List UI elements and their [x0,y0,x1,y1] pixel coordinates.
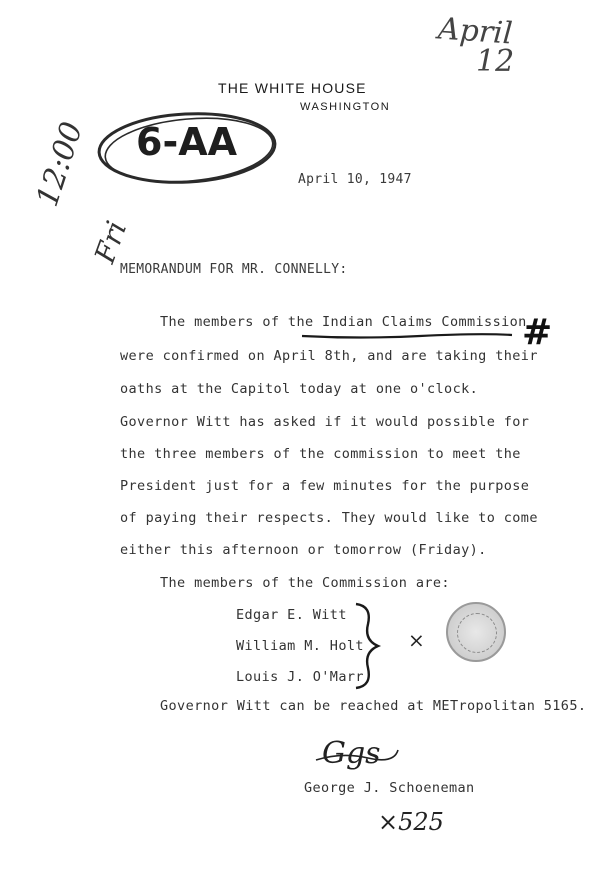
paragraph-line-5: the three members of the commission to meet the [120,446,521,462]
contact-line: Governor Witt can be reached at METropolitan 5165. [160,698,587,714]
member-name: Louis J. O'Marr [236,669,364,685]
paragraph-line-2: were confirmed on April 8th, and are taking their [120,348,538,364]
file-number: ×525 [378,808,444,836]
member-name: Edgar E. Witt [236,607,347,623]
initials-flourish [312,742,402,772]
signature-name: George J. Schoeneman [304,780,475,796]
member-name: William M. Holt [236,638,364,654]
handwritten-day: 12 [476,44,515,79]
memo-salutation: MEMORANDUM FOR MR. CONNELLY: [120,262,348,277]
paragraph-line-4: Governor Witt has asked if it would possible for [120,414,530,430]
letterhead-title: THE WHITE HOUSE [218,80,367,96]
paragraph-line-6: President just for a few minutes for the purpose [120,478,530,494]
paragraph-line-8: either this afternoon or tomorrow (Friday). [120,542,487,558]
paragraph-line-3: oaths at the Capitol today at one o'clock. [120,381,479,397]
handwritten-initials: Ggs [322,736,381,771]
handwritten-time: 12:00 [30,117,91,211]
archive-stamp-seal [446,602,506,662]
cross-mark: × [408,628,425,652]
paragraph-line-7: of paying their respects. They would like to come [120,510,538,526]
handwritten-underline [300,330,516,342]
members-intro: The members of the Commission are: [160,575,450,591]
letterhead-location: WASHINGTON [300,101,391,113]
handwritten-month: April [436,11,514,52]
handwritten-weekday: Fri [88,216,134,268]
circled-code-text: 6-AA [136,120,238,164]
handwritten-brace [352,600,382,692]
hash-mark: # [522,312,553,353]
memo-date: April 10, 1947 [298,172,412,187]
paragraph-line-1: The members of the Indian Claims Commission [160,314,527,330]
